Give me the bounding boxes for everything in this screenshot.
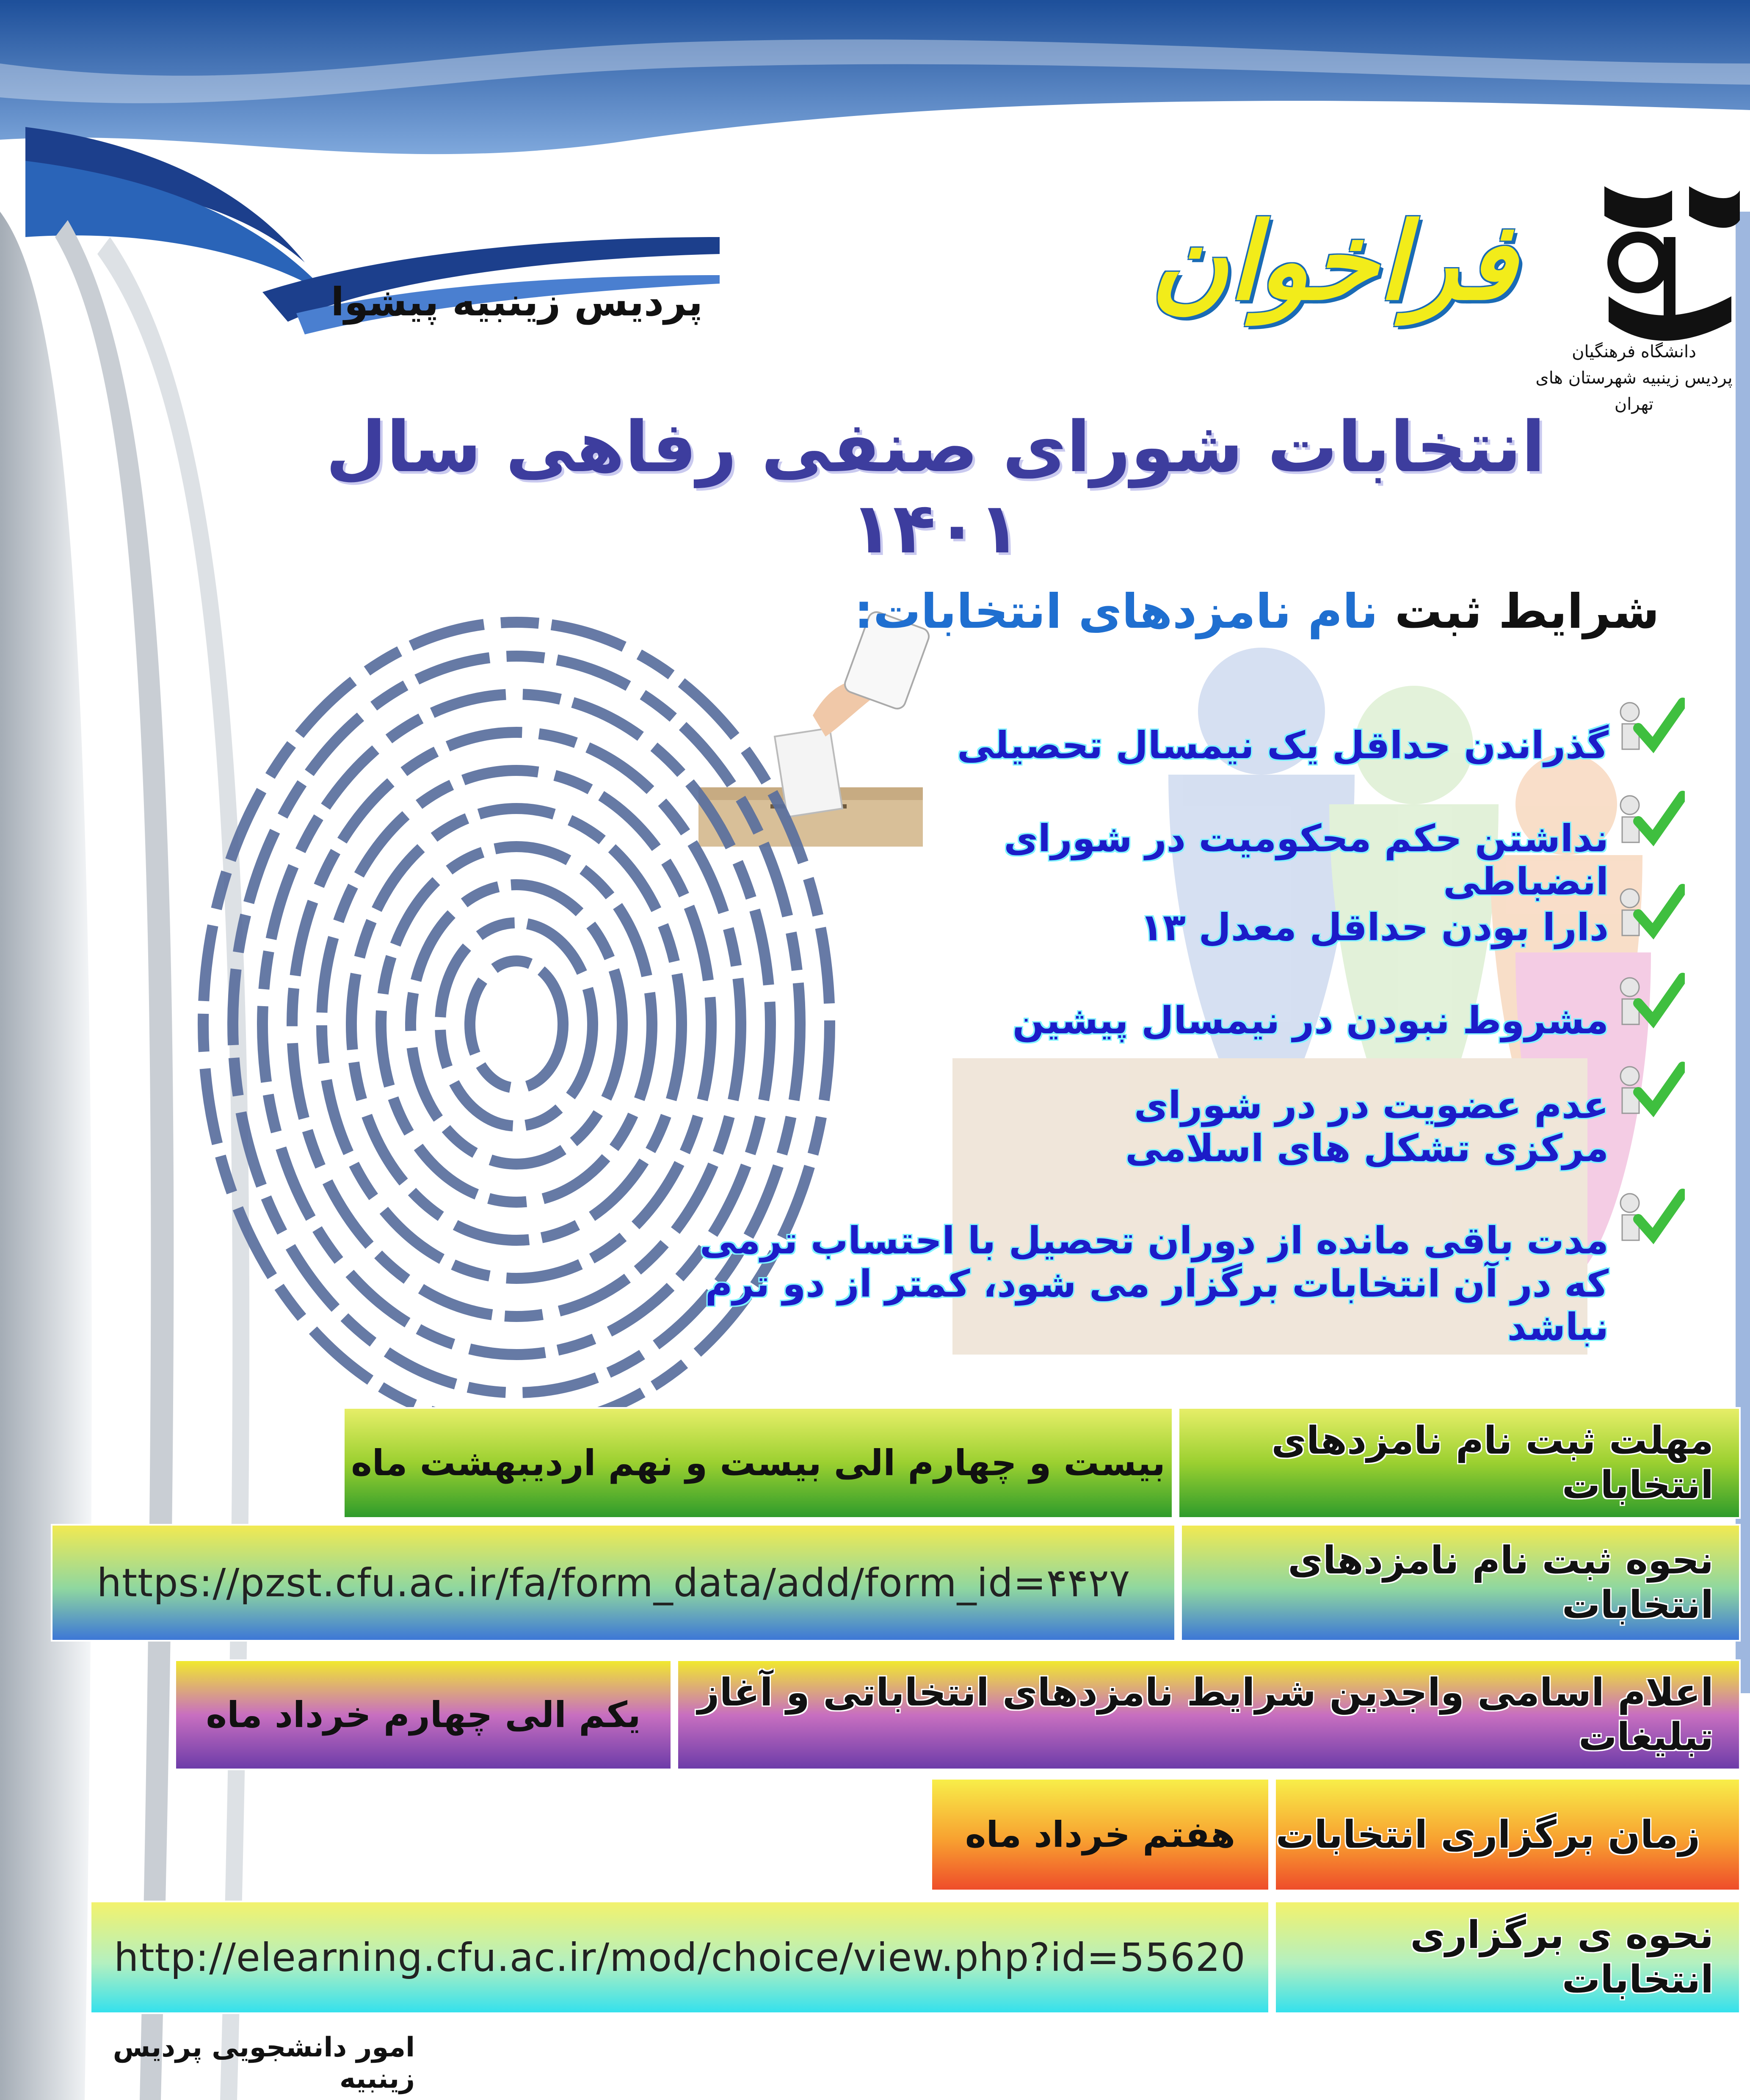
conditions-title bbox=[847, 584, 1659, 639]
conditions-title-part1: شرایط ثبت bbox=[1378, 584, 1659, 639]
condition-item: مشروط نبودن در نیمسال پیشین bbox=[1012, 999, 1609, 1042]
logo-line-2: پردیس زینبیه شهرستان های تهران bbox=[1535, 368, 1733, 414]
check-icon bbox=[1613, 880, 1685, 946]
logo-line-1: دانشگاه فرهنگیان bbox=[1572, 342, 1696, 361]
university-logo-caption bbox=[1524, 339, 1744, 417]
check-icon bbox=[1613, 1058, 1685, 1123]
registration-link[interactable]: https://pzst.cfu.ac.ir/fa/form_data/add/form_id=۴۴۲۷ bbox=[51, 1524, 1176, 1642]
condition-item: دارا بودن حداقل معدل ۱۳ bbox=[1140, 905, 1609, 949]
call-title: فراخوان bbox=[1151, 199, 1516, 323]
schedule-value: هفتم خرداد ماه bbox=[930, 1778, 1270, 1891]
schedule-label: اعلام اسامی واجدین شرایط نامزدهای انتخاباتی و آغاز تبلیغات bbox=[676, 1659, 1741, 1770]
election-link[interactable]: http://elearning.cfu.ac.ir/mod/choice/view.php?id=55620 bbox=[90, 1901, 1270, 2014]
check-icon bbox=[1613, 969, 1685, 1035]
condition-item: عدم عضویت در در شورای مرکزی تشکل های اسلامی bbox=[1125, 1083, 1609, 1170]
condition-item: نداشتن حکم محکومیت در شورای انضباطی bbox=[1004, 817, 1609, 903]
check-icon bbox=[1613, 787, 1685, 853]
schedule-label: مهلت ثبت نام نامزدهای انتخابات bbox=[1178, 1407, 1741, 1519]
conditions-title-part2: نام نامزدهای انتخابات: bbox=[854, 584, 1378, 639]
schedule-value: یکم الی چهارم خرداد ماه bbox=[174, 1659, 672, 1770]
schedule-label: نحوه ثبت نام نامزدهای انتخابات bbox=[1180, 1524, 1741, 1642]
schedule-label: نحوه ی برگزاری انتخابات bbox=[1274, 1901, 1741, 2014]
schedule-label: زمان برگزاری انتخابات bbox=[1274, 1778, 1741, 1891]
campus-name: پردیس زینبیه پیشوا bbox=[331, 279, 703, 325]
condition-item: مدت باقی مانده از دوران تحصیل با احتساب ترمی که در آن انتخابات برگزار می شود، کمتر از دو ترم نباشد bbox=[699, 1219, 1609, 1349]
condition-item: گذراندن حداقل یک نیمسال تحصیلی bbox=[957, 723, 1609, 767]
schedule-value: بیست و چهارم الی بیست و نهم اردیبهشت ماه bbox=[343, 1407, 1173, 1519]
main-title: انتخابات شورای صنفی رفاهی سال ۱۴۰۱ bbox=[326, 406, 1546, 569]
check-icon bbox=[1613, 694, 1685, 759]
footer-text: امور دانشجویی پردیس زینبیه bbox=[113, 2032, 415, 2094]
university-logo-icon bbox=[1604, 186, 1740, 341]
check-icon bbox=[1613, 1185, 1685, 1250]
